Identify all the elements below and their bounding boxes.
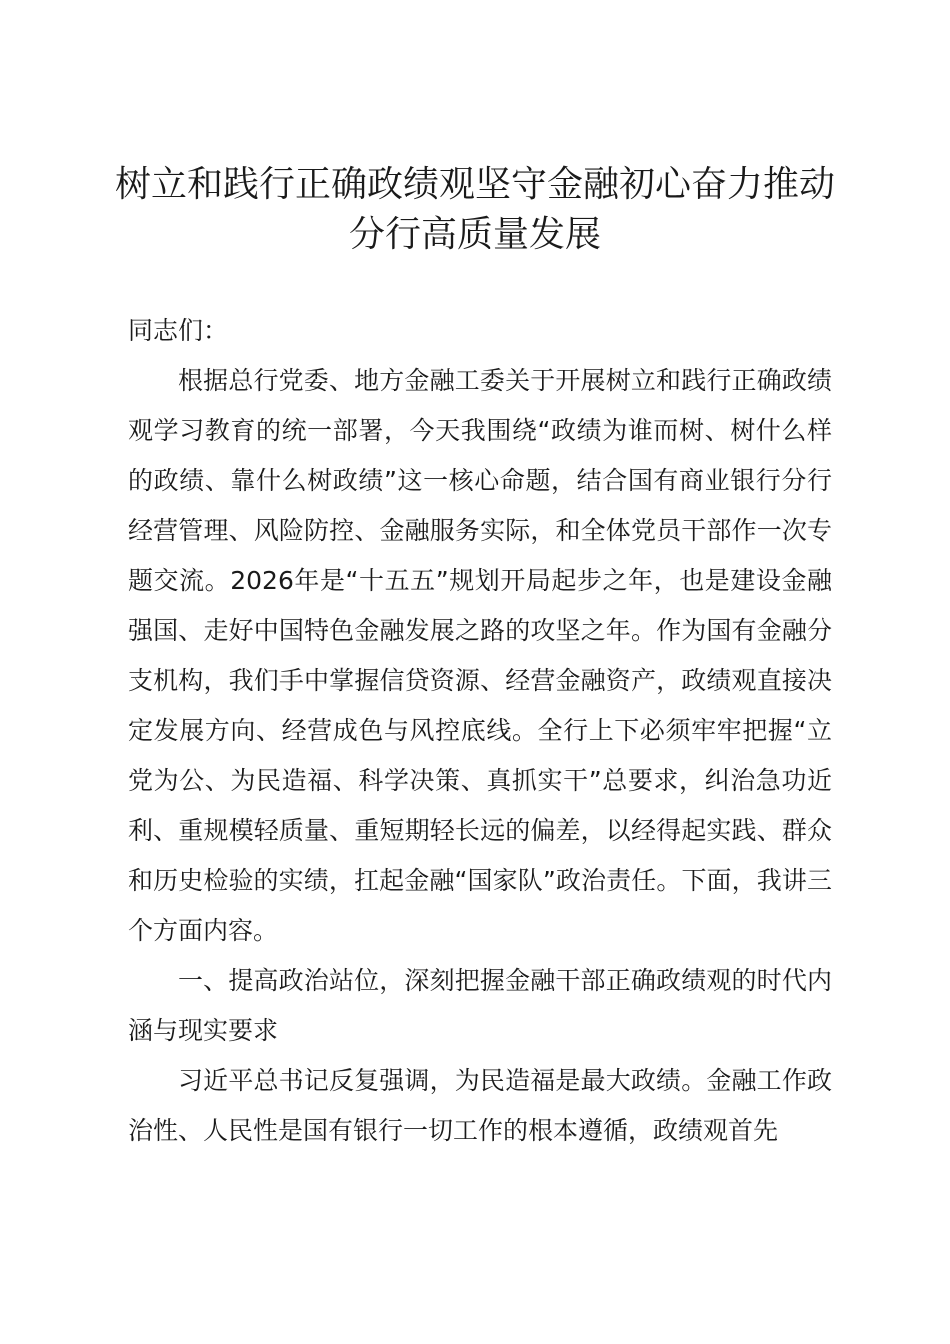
title-line-2: 分行高质量发展 — [348, 214, 601, 255]
paragraph-section-1: 习近平总书记反复强调，为民造福是最大政绩。金融工作政治性、人民性是国有银行一切工作的根本遵循，政绩观首先 — [128, 1066, 832, 1145]
document-body — [128, 306, 832, 1156]
salutation: 同志们： — [128, 316, 229, 345]
section-heading-1: 一、提高政治站位，深刻把握金融干部正确政绩观的时代内涵与现实要求 — [128, 966, 832, 1045]
document-title — [110, 160, 840, 260]
title-line-1: 树立和践行正确政绩观坚守金融初心奋力推动 — [114, 164, 835, 205]
paragraph-intro: 根据总行党委、地方金融工委关于开展树立和践行正确政绩观学习教育的统一部署，今天我围绕“政绩为谁而树、树什么样的政绩、靠什么树政绩”这一核心命题，结合国有商业银行分行经营管理、风险防控、金融服务实际，和全体党员干部作一次专题交流。2026年是“十五五”规划开局起步之年，也是建设金融强国、走好中国特色金融发展之路的攻坚之年。作为国有金融分支机构，我们手中掌握信贷资源、经营金融资产，政绩观直接决定发展方向、经营成色与风控底线。全行上下必须牢牢把握“立党为公、为民造福、科学决策、真抓实干”总要求，纠治急功近利、重规模轻质量、重短期轻长远的偏差，以经得起实践、群众和历史检验的实绩，扛起金融“国家队”政治责任。下面，我讲三个方面内容。 — [128, 366, 832, 945]
